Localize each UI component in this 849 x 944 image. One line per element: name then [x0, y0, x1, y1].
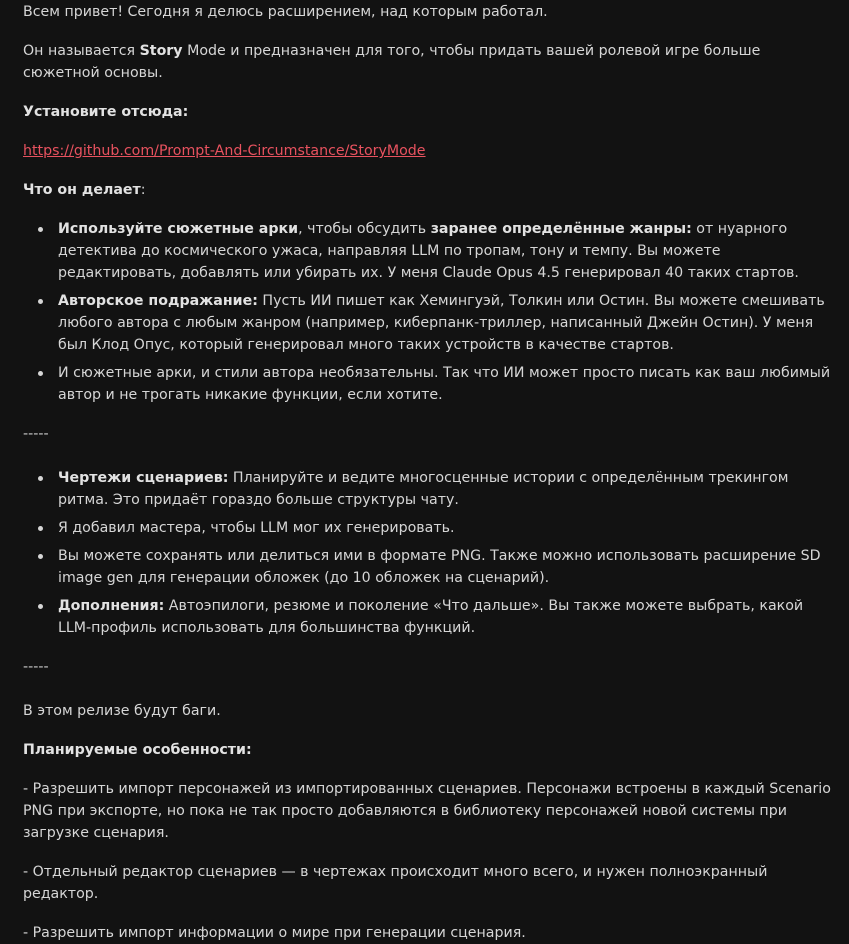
list-item [58, 467, 833, 511]
item-bold: Чертежи сценариев: [58, 470, 229, 486]
intro-text: Всем привет! Сегодня я делюсь расширением, над которым работал. [23, 4, 548, 20]
name-post: Mode и предназначен для того, чтобы придать вашей ролевой игре больше сюжетной основы. [23, 43, 761, 81]
name-bold: Story [139, 43, 183, 59]
item-text: Я добавил мастера, чтобы LLM мог их генерировать. [58, 520, 455, 536]
planned-item: - Разрешить импорт информации о мире при генерации сценария. [23, 925, 526, 941]
what-heading-text: Что он делает [23, 182, 141, 198]
item-text: Пусть ИИ пишет как Хемингуэй, Толкин или Остин. Вы можете смешивать любого автора с любым жанром (например, киберпанк-триллер, написанный Джейн Остин). У меня был Клод Опус, который генерировал много таких устройств в качестве стартов. [58, 293, 825, 353]
item-text: Автоэпилоги, резюме и поколение «Что дальше». Вы также можете выбрать, какой LLM-профиль использовать для большинства функций. [58, 598, 804, 636]
link-paragraph [23, 140, 833, 162]
install-heading [23, 101, 833, 123]
item-text: И сюжетные арки, и стили автора необязательны. Так что ИИ может просто писать как ваш любимый автор и не трогать никакие функции, если хотите. [58, 365, 831, 403]
github-link[interactable]: https://github.com/Prompt-And-Circumstance/StoryMode [23, 143, 426, 159]
what-heading-colon: : [140, 182, 146, 198]
item-text: от нуарного детектива до космического ужаса, направляя LLM по тропам, тону и темпу. Вы можете редактировать, добавлять или убирать их. У меня Claude Opus 4.5 генерировал 40 таких стартов. [58, 221, 799, 281]
list-item [58, 290, 833, 356]
list-item [58, 362, 833, 406]
planned-heading-text: Планируемые особенности: [23, 742, 252, 758]
list-item [58, 595, 833, 639]
planned-heading [23, 739, 833, 761]
bugs-note: В этом релизе будут баги. [23, 703, 221, 719]
separator: ----- [23, 659, 49, 675]
list-item [58, 517, 833, 539]
item-bold: заранее определённые жанры: [430, 221, 692, 237]
item-bold: Используйте сюжетные арки [58, 221, 299, 237]
planned-item: - Разрешить импорт персонажей из импортированных сценариев. Персонажи встроены в каждый Scenario PNG при экспорте, но пока не так просто добавляются в библиотеку персонажей новой системы при загрузке сценария. [23, 781, 831, 841]
name-paragraph [23, 40, 833, 84]
item-text: Вы можете сохранять или делиться ими в формате PNG. Также можно использовать расширение SD image gen для генерации обложек (до 10 обложек на сценарий). [58, 548, 821, 586]
item-text: , чтобы обсудить [298, 221, 431, 237]
item-text: Планируйте и ведите многосценные истории с определённым трекингом ритма. Это придаёт гораздо больше структуры чату. [58, 470, 789, 508]
planned-item: - Отдельный редактор сценариев — в чертежах происходит много всего, и нужен полноэкранный редактор. [23, 864, 768, 902]
install-heading-text: Установите отсюда: [23, 104, 189, 120]
what-heading [23, 179, 833, 201]
item-bold: Дополнения: [58, 598, 165, 614]
list-item [58, 545, 833, 589]
blueprints-list [23, 467, 833, 639]
features-list [23, 218, 833, 406]
list-item [58, 218, 833, 284]
item-bold: Авторское подражание: [58, 293, 258, 309]
separator: ----- [23, 426, 49, 442]
name-pre: Он называется [23, 43, 140, 59]
